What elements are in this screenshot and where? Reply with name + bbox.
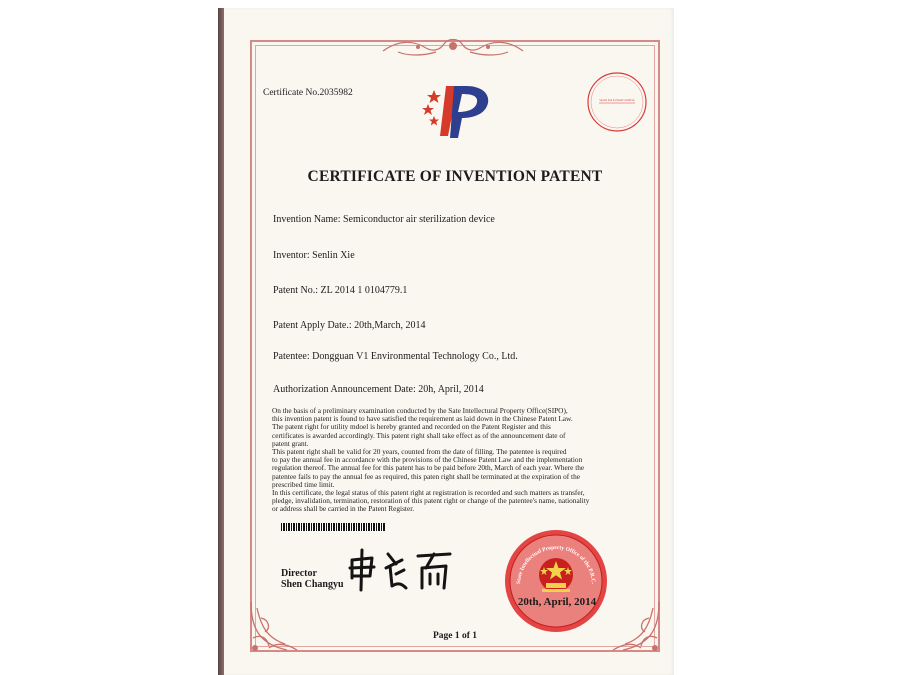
apply-date-field: Patent Apply Date.: 20th,March, 2014 [273,320,426,331]
corner-ornament-bottom-left-icon [247,598,307,654]
director-block [281,568,344,590]
small-seal-text: Special Seal for Patent Certificate [599,99,635,102]
barcode-icon [281,523,385,531]
invention-name-field: Invention Name: Semiconductor air sterilization device [273,214,495,225]
corner-ornament-bottom-right-icon [603,598,663,654]
seal-ring-text: State Intellectual Property Office of the P.R.C. [515,544,596,585]
director-signature-icon [346,546,458,592]
director-name: Shen Changyu [281,579,344,590]
top-ornament-icon [378,36,528,58]
authorization-date-field: Authorization Announcement Date: 20h, April, 2014 [273,384,484,395]
patentee-field: Patentee: Dongguan V1 Environmental Technology Co., Ltd. [273,351,518,362]
seal-date: 20th, April, 2014 [517,596,597,608]
patent-no-field: Patent No.: ZL 2014 1 0104779.1 [273,285,408,296]
sipo-logo-icon [420,84,496,142]
page-title: CERTIFICATE OF INVENTION PATENT [307,168,603,185]
certificate-body-text: On the basis of a preliminary examination conducted by the Sate Intellectural Property Office(SIPO), this invention patent is found to have satisfied the requirement as laid down in the Chinese Patent Law. The patent right for utility mdoel is hereby granted and recorded on the Patent Register and this certificates is awarded accordingly. This patent right shall take effect as of the announcement date of patent grant. This patent right shall be valid for 20 years, counted from the date of filling. The patentee is required to pay the annual fee in accordance with the provisions of the Chinese Patent Law and the implementation regulation thereof. The annual fee for this patent has to be paid before 20th, March of each year. Where the patentee fails to pay the annual fee as required, this paten right shall be terminated at the expiration of the prescribed time limit. In this certificate, the legal status of this patent right at registration is recorded and such matters as transfer, pledge, invalidation, termination, restoration of this patent right or change of the patentee's name, nationality or address shall be carried in the Patent Register. [272,406,590,514]
page-number: Page 1 of 1 [432,631,478,641]
director-title: Director [281,568,317,579]
official-seal-icon [502,527,610,635]
small-seal-icon [585,70,649,134]
inventor-field: Inventor: Senlin Xie [273,250,355,261]
certificate-number: Certificate No.2035982 [263,88,353,98]
